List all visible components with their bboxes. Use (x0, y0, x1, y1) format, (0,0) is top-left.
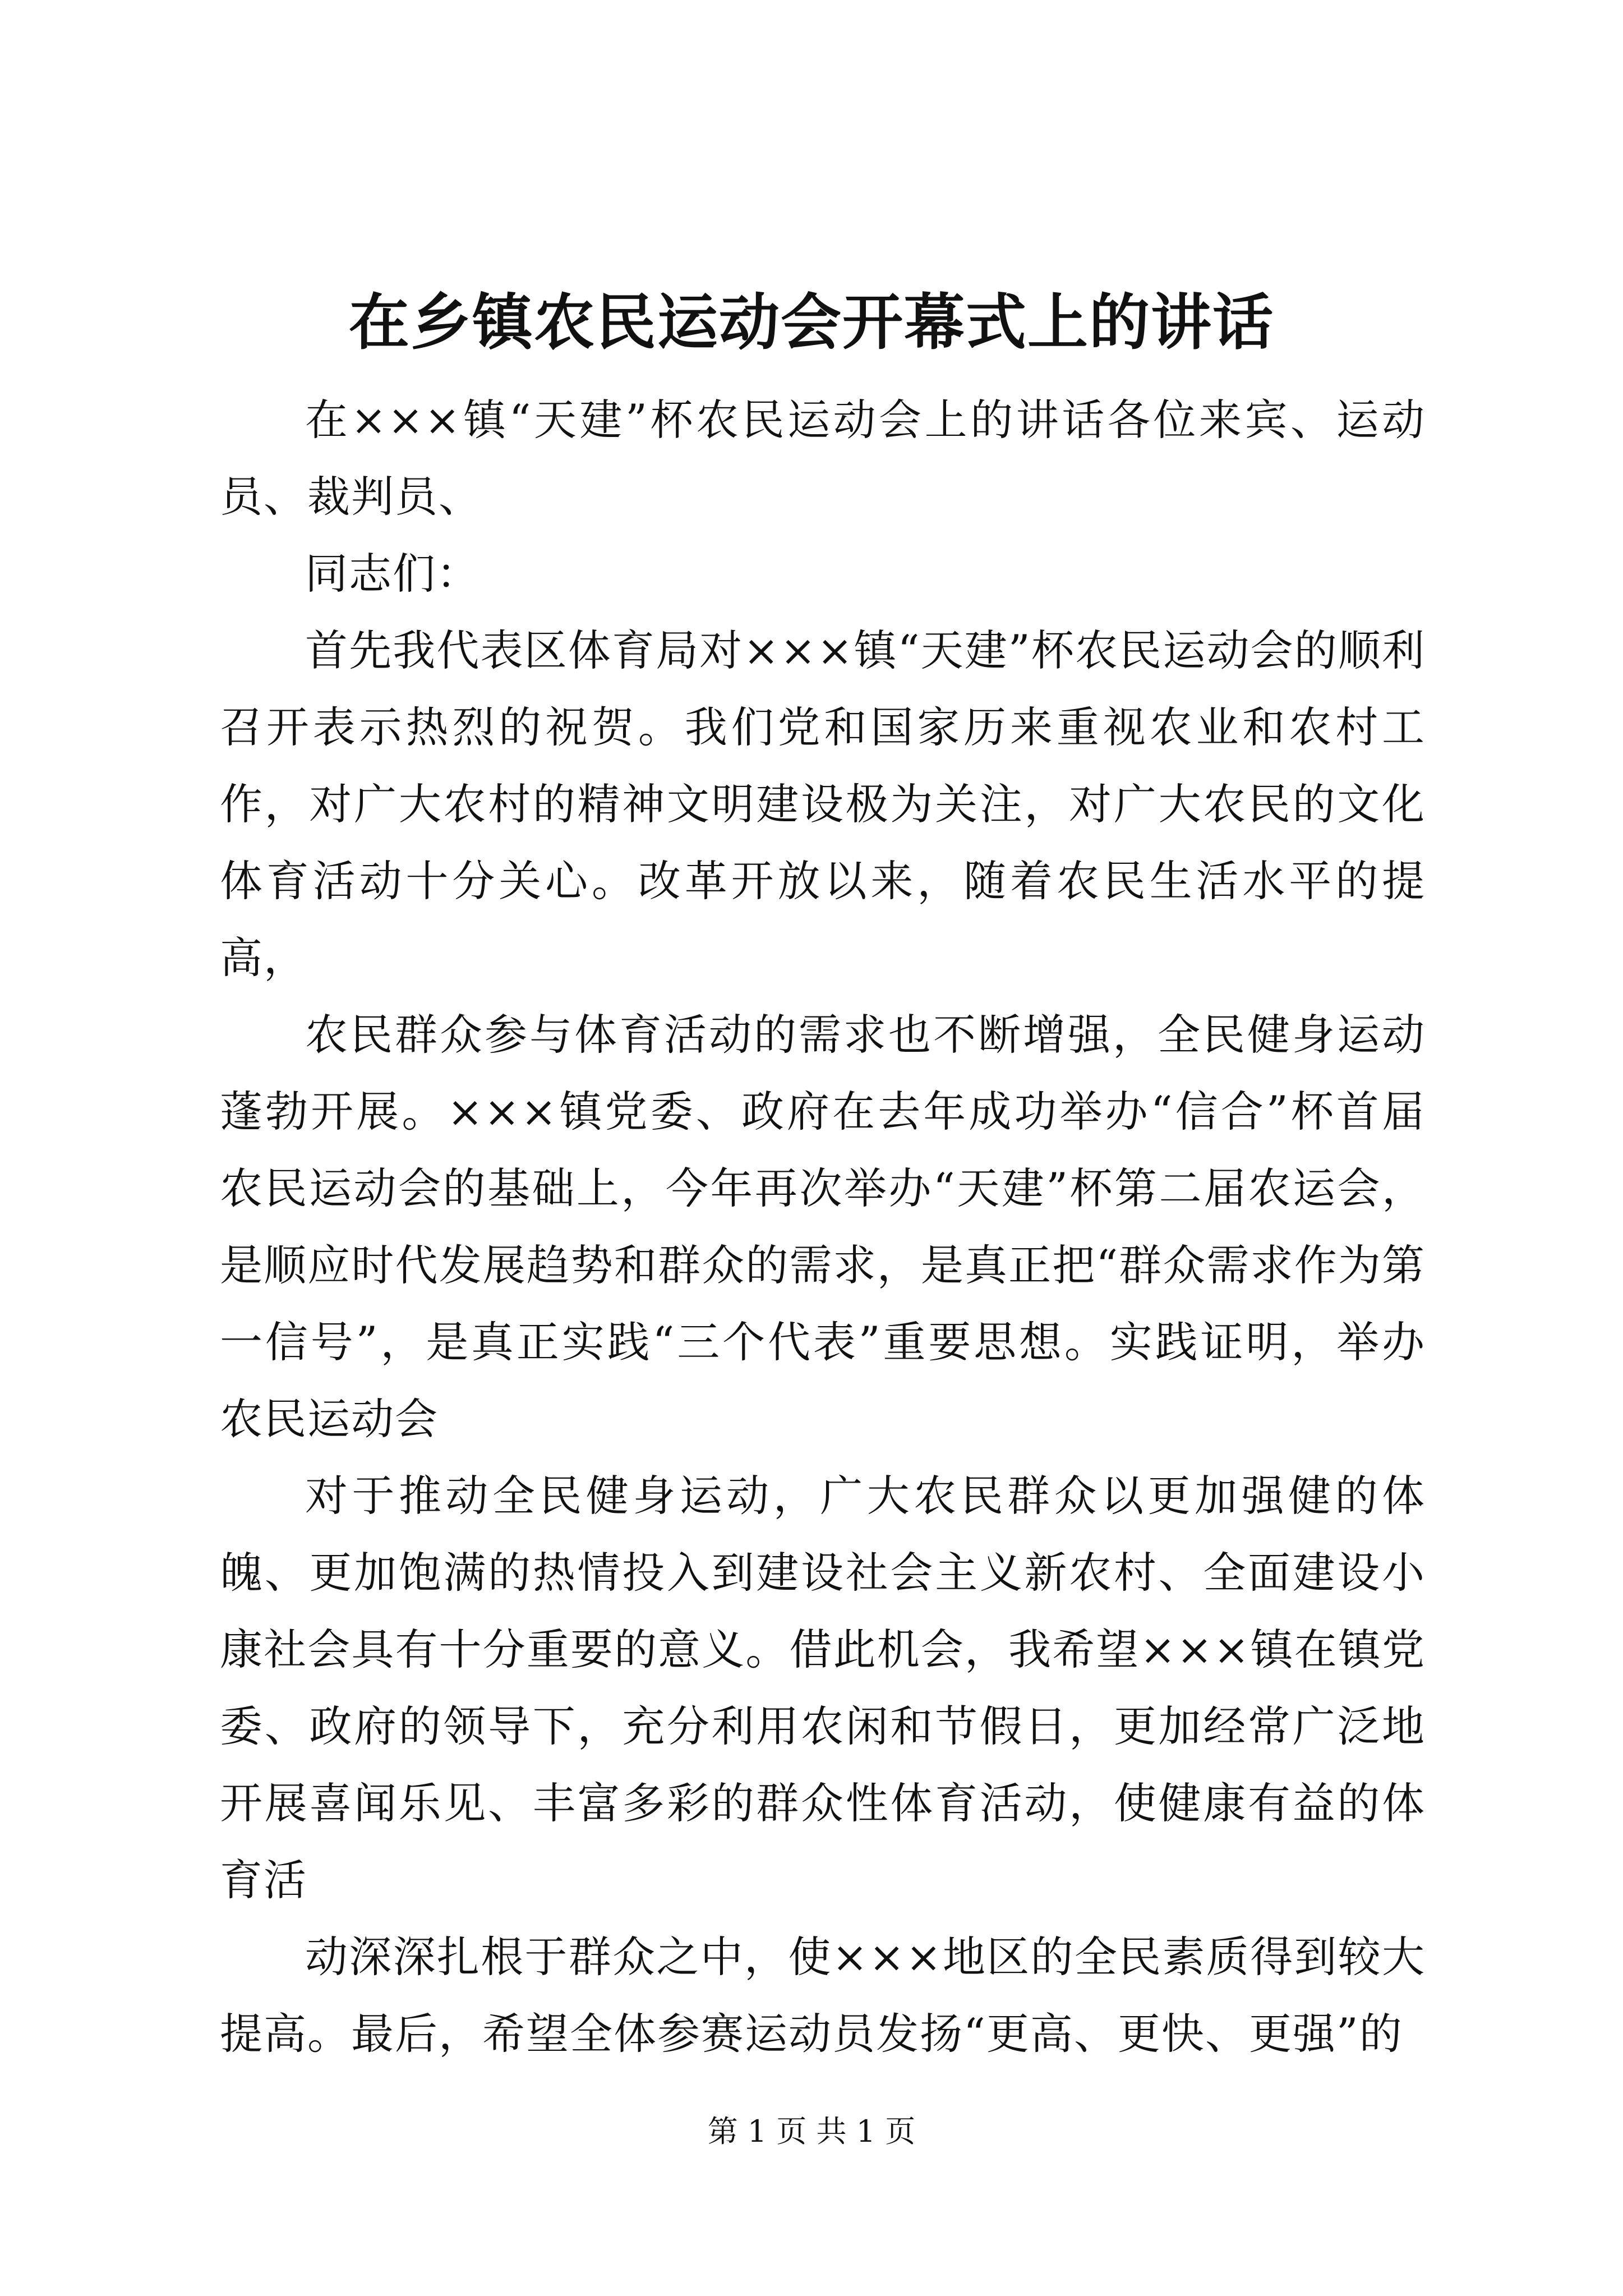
page-footer: 第 1 页 共 1 页 (707, 2114, 916, 2149)
paragraph-background: 农民群众参与体育活动的需求也不断增强，全民健身运动蓬勃开展。×××镇党委、政府在去年成功举办“信合”杯首届农民运动会的基础上，今年再次举办“天建”杯第二届农运会，是顺应时代发展趋势和群众的需求，是真正把“群众需求作为第一信号”，是真正实践“三个代表”重要思想。实践证明，举办农民运动会 (220, 1010, 1426, 1444)
paragraph-closing: 动深深扎根于群众之中，使×××地区的全民素质得到较大提高。最后，希望全体参赛运动员发扬“更高、更快、更强”的 (220, 1932, 1426, 2059)
document-body (220, 381, 1426, 2072)
paragraph-salutation: 同志们： (305, 549, 480, 599)
document-title: 在乡镇农民运动会开幕式上的讲话 (348, 287, 1274, 358)
paragraph-greeting: 在×××镇“天建”杯农民运动会上的讲话各位来宾、运动员、裁判员、 (220, 395, 1426, 522)
paragraph-significance: 对于推动全民健身运动，广大农民群众以更加强健的体魄、更加饱满的热情投入到建设社会主义新农村、全面建设小康社会具有十分重要的意义。借此机会，我希望×××镇在镇党委、政府的领导下，充分利用农闲和节假日，更加经常广泛地开展喜闻乐见、丰富多彩的群众性体育活动，使健康有益的体育活 (220, 1471, 1426, 1905)
paragraph-congratulation: 首先我代表区体育局对×××镇“天建”杯农民运动会的顺利召开表示热烈的祝贺。我们党和国家历来重视农业和农村工作，对广大农村的精神文明建设极为关注，对广大农民的文化体育活动十分关心。改革开放以来，随着农民生活水平的提高， (220, 625, 1426, 983)
